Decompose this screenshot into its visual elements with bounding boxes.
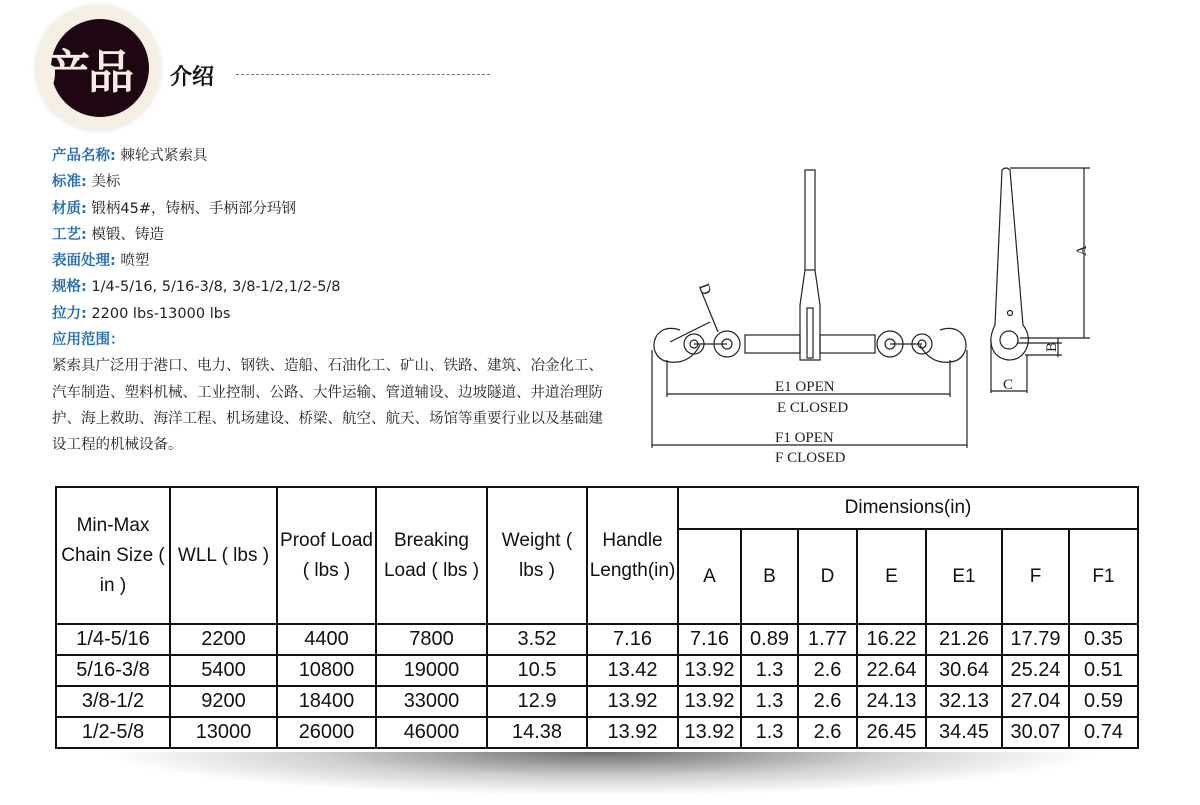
table-cell: 19000 [376, 655, 487, 686]
table-cell: 2.6 [798, 655, 857, 686]
info-row-process: 工艺: 模锻、铸造 [52, 226, 164, 243]
table-cell: 4400 [277, 624, 376, 655]
table-cell: 1/2-5/8 [56, 717, 170, 748]
table-cell: 16.22 [857, 624, 926, 655]
table-cell: 13.92 [678, 686, 741, 717]
product-badge [36, 6, 160, 130]
table-cell: 14.38 [487, 717, 587, 748]
product-info [52, 143, 612, 459]
f-closed-label: F CLOSED [775, 450, 846, 466]
table-cell: 34.45 [926, 717, 1002, 748]
table-cell: 0.59 [1069, 686, 1138, 717]
load-binder-diagram [640, 160, 1100, 470]
table-body [56, 624, 1138, 748]
spec-table [55, 486, 1139, 749]
table-cell: 30.07 [1002, 717, 1069, 748]
table-cell: 1.3 [741, 686, 798, 717]
header-dim-d: D [798, 529, 857, 624]
barrel-drawing [745, 335, 875, 353]
table-cell: 12.9 [487, 686, 587, 717]
dim-d-label: D [695, 281, 714, 298]
table-cell: 5400 [170, 655, 277, 686]
table-cell: 7800 [376, 624, 487, 655]
table-cell: 25.24 [1002, 655, 1069, 686]
header-dim-f1: F1 [1069, 529, 1138, 624]
table-cell: 0.74 [1069, 717, 1138, 748]
table-cell: 30.64 [926, 655, 1002, 686]
table-cell: 26.45 [857, 717, 926, 748]
table-cell: 5/16-3/8 [56, 655, 170, 686]
badge-text: 产品 [44, 45, 132, 99]
table-cell: 1.3 [741, 717, 798, 748]
table-cell: 10800 [277, 655, 376, 686]
dashed-divider [236, 74, 490, 75]
table-cell: 0.51 [1069, 655, 1138, 686]
table-cell: 2200 [170, 624, 277, 655]
table-cell: 13.92 [587, 717, 678, 748]
header-dimensions: Dimensions(in) [678, 487, 1138, 529]
table-cell: 21.26 [926, 624, 1002, 655]
table-cell: 27.04 [1002, 686, 1069, 717]
table-cell: 13000 [170, 717, 277, 748]
header-handle-length: Handle Length(in) [587, 487, 678, 624]
info-row-name: 产品名称: 棘轮式紧索具 [52, 148, 208, 164]
header-breaking-load: Breaking Load ( lbs ) [376, 487, 487, 624]
header-chain-size: Min-Max Chain Size ( in ) [56, 487, 170, 624]
dim-c-label: C [1003, 377, 1014, 393]
header-dim-e: E [857, 529, 926, 624]
table-cell: 46000 [376, 717, 487, 748]
table-cell: 10.5 [487, 655, 587, 686]
header-weight: Weight ( lbs ) [487, 487, 587, 624]
header-dim-f: F [1002, 529, 1069, 624]
dim-b-label: B [1044, 341, 1060, 352]
table-cell: 1/4-5/16 [56, 624, 170, 655]
table-row [56, 686, 1138, 717]
table-row [56, 717, 1138, 748]
info-row-standard: 标准: 美标 [52, 174, 121, 191]
header-dim-e1: E1 [926, 529, 1002, 624]
table-cell: 18400 [277, 686, 376, 717]
section-subtitle: 介绍 [170, 65, 215, 90]
table-cell: 3/8-1/2 [56, 686, 170, 717]
f1-open-label: F1 OPEN [775, 430, 834, 446]
table-cell: 13.92 [678, 655, 741, 686]
table-cell: 17.79 [1002, 624, 1069, 655]
e1-open-label: E1 OPEN [775, 379, 835, 395]
info-row-material: 材质: 锻柄45#，铸柄、手柄部分玛钢 [52, 200, 297, 217]
info-row-surface: 表面处理: 喷塑 [52, 253, 150, 270]
left-hook-drawing [654, 288, 740, 362]
table-cell: 26000 [277, 717, 376, 748]
info-row-application: 应用范围： [52, 332, 125, 349]
table-cell: 0.35 [1069, 624, 1138, 655]
table-cell: 13.92 [587, 686, 678, 717]
table-cell: 0.89 [741, 624, 798, 655]
right-hook-drawing [877, 328, 966, 362]
bottom-shadow [100, 752, 1100, 796]
table-row [56, 624, 1138, 655]
table-cell: 13.92 [678, 717, 741, 748]
header-dim-b: B [741, 529, 798, 624]
info-row-spec: 规格: 1/4-5/16, 5/16-3/8, 3/8-1/2,1/2-5/8 [52, 279, 341, 296]
header-proof-load: Proof Load ( lbs ) [277, 487, 376, 624]
table-cell: 24.13 [857, 686, 926, 717]
table-cell: 3.52 [487, 624, 587, 655]
table-cell: 9200 [170, 686, 277, 717]
header-dim-a: A [678, 529, 741, 624]
handle-drawing [800, 170, 820, 360]
table-cell: 13.42 [587, 655, 678, 686]
table-cell: 33000 [376, 686, 487, 717]
application-text: 紧索具广泛用于港口、电力、钢铁、造船、石油化工、矿山、铁路、建筑、冶金化工、汽车制造、塑料机械、工业控制、公路、大件运输、管道辅设、边坡隧道、井道治理防护、海上救助、海洋工程、机场建设、桥梁、航空、航天、场馆等重要行业以及基础建设工程的机械设备。 [52, 358, 603, 454]
table-cell: 2.6 [798, 717, 857, 748]
e-closed-label: E CLOSED [777, 400, 849, 416]
table-cell: 7.16 [587, 624, 678, 655]
table-cell: 32.13 [926, 686, 1002, 717]
table-cell: 1.3 [741, 655, 798, 686]
table-cell: 1.77 [798, 624, 857, 655]
table-cell: 22.64 [857, 655, 926, 686]
header-wll: WLL ( lbs ) [170, 487, 277, 624]
table-cell: 7.16 [678, 624, 741, 655]
dim-a-label: A [1074, 245, 1090, 256]
table-row [56, 655, 1138, 686]
table-cell: 2.6 [798, 686, 857, 717]
side-view-drawing [991, 168, 1090, 393]
info-row-tension: 拉力: 2200 lbs-13000 lbs [52, 305, 231, 322]
